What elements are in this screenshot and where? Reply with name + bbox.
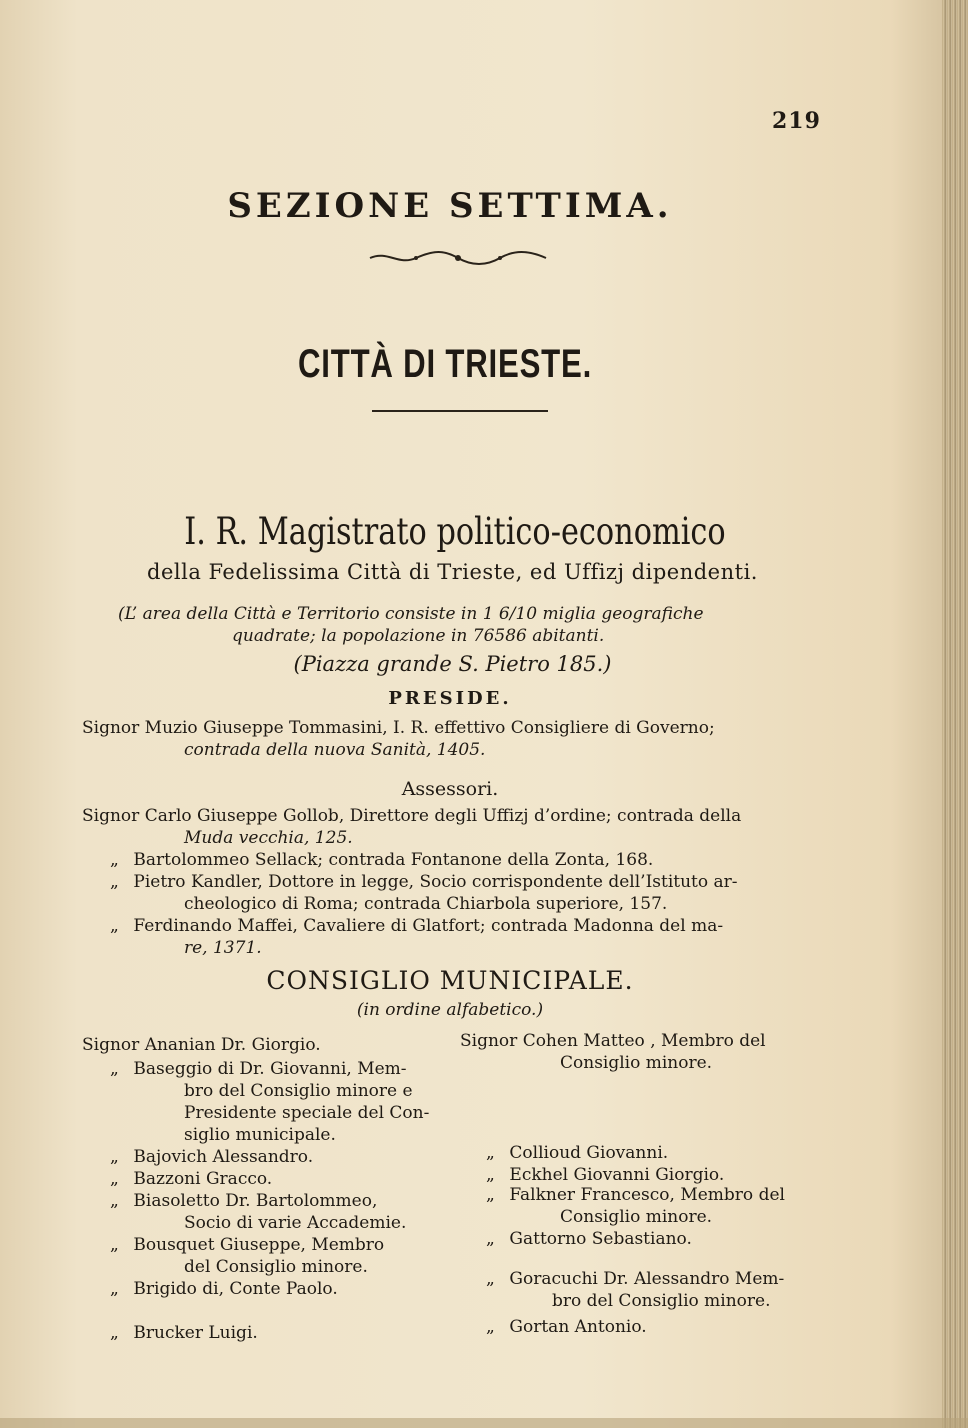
ditto-mark: „ (110, 1279, 119, 1299)
member-detail: del Consiglio minore. (184, 1257, 368, 1277)
ornament-divider-icon (368, 248, 548, 268)
ditto-mark: „ (110, 916, 119, 936)
member-entry (110, 1168, 272, 1191)
member-name: Baseggio di Dr. Giovanni, Mem- (133, 1059, 407, 1079)
member-detail: siglio municipale. (184, 1125, 336, 1145)
magistrato-title: I. R. Magistrato politico-economico (184, 510, 726, 553)
member-name: Eckhel Giovanni Giorgio. (509, 1165, 725, 1185)
ditto-mark: „ (486, 1165, 495, 1185)
page-edge-right (942, 0, 968, 1428)
member-entry (486, 1268, 784, 1291)
page-edge-bottom (0, 1418, 968, 1428)
member-entry (110, 1234, 384, 1257)
member-entry (486, 1142, 668, 1165)
member-entry (110, 1278, 338, 1301)
member-name: Ananian Dr. Giorgio. (144, 1035, 321, 1055)
member-entry (110, 1190, 377, 1213)
ditto-mark: „ (110, 1059, 119, 1079)
assessore-line (110, 916, 723, 936)
member-detail: Presidente speciale del Con- (184, 1103, 430, 1123)
assessore-line (184, 894, 667, 914)
ditto-mark: „ (486, 1229, 495, 1249)
member-entry (110, 1146, 313, 1169)
ditto-mark: „ (110, 1169, 119, 1189)
member-entry (486, 1184, 785, 1207)
member-name: Brucker Luigi. (133, 1323, 258, 1343)
ditto-mark: „ (110, 872, 119, 892)
line-prefix: Signor (82, 1035, 140, 1055)
member-name: Brigido di, Conte Paolo. (133, 1279, 338, 1299)
member-entry (486, 1228, 692, 1251)
assessore-text: Bartolommeo Sellack; contrada Fontanone della Zonta, 168. (133, 850, 654, 870)
city-title: CITTÀ DI TRIESTE. (297, 342, 593, 386)
ditto-mark: „ (486, 1185, 495, 1205)
member-entry (110, 1058, 407, 1081)
member-name: Gortan Antonio. (509, 1317, 647, 1337)
assessore-line (110, 872, 738, 892)
member-name: Bousquet Giuseppe, Membro (133, 1235, 385, 1255)
assessore-text: Muda vecchia, 125. (184, 828, 353, 848)
member-entry (110, 1322, 258, 1345)
ditto-mark: „ (110, 1235, 119, 1255)
preside-heading: PRESIDE. (388, 688, 512, 709)
page-number: 219 (772, 108, 821, 134)
member-detail: Consiglio minore. (560, 1053, 713, 1073)
member-entry (486, 1316, 647, 1339)
assessore-text: cheologico di Roma; contrada Chiarbola superiore, 157. (184, 894, 668, 914)
assessore-text: Carlo Giuseppe Gollob, Direttore degli Uffizj d’ordine; contrada della (144, 806, 742, 826)
member-detail: bro del Consiglio minore. (552, 1291, 771, 1311)
title-rule (372, 410, 548, 412)
assessore-line (184, 938, 262, 958)
member-detail: bro del Consiglio minore e (184, 1081, 413, 1101)
magistrato-address: (Piazza grande S. Pietro 185.) (293, 652, 612, 676)
member-name: Gattorno Sebastiano. (509, 1229, 692, 1249)
member-entry (460, 1030, 766, 1053)
member-name: Collioud Giovanni. (509, 1143, 669, 1163)
member-name: Goracuchi Dr. Alessandro Mem- (509, 1269, 785, 1289)
area-note-line-2: quadrate; la popolazione in 76586 abitanti. (232, 626, 605, 646)
preside-line-1: Signor Muzio Giuseppe Tommasini, I. R. effettivo Consigliere di Governo; (82, 718, 715, 738)
member-name: Bajovich Alessandro. (133, 1147, 314, 1167)
assessore-text: Ferdinando Maffei, Cavaliere di Glatfort; contrada Madonna del ma- (133, 916, 724, 936)
assessore-line (184, 828, 353, 848)
ditto-mark: „ (486, 1317, 495, 1337)
assessore-text: Pietro Kandler, Dottore in legge, Socio corrispondente dell’Istituto ar- (133, 872, 738, 892)
ditto-mark: „ (110, 1147, 119, 1167)
section-title: SEZIONE SETTIMA. (227, 186, 673, 226)
line-prefix: Signor (460, 1031, 518, 1051)
area-note-line-1: (L’ area della Città e Territorio consiste in 1 6/10 miglia geografiche (118, 604, 704, 624)
ditto-mark: „ (110, 850, 119, 870)
assessore-line (82, 806, 741, 826)
member-detail: Socio di varie Accademie. (184, 1213, 407, 1233)
ditto-mark: „ (110, 1323, 119, 1343)
consiglio-heading: CONSIGLIO MUNICIPALE. (266, 966, 634, 995)
consiglio-order-note: (in ordine alfabetico.) (356, 1000, 544, 1020)
assessore-text: re, 1371. (184, 938, 262, 958)
line-prefix: Signor (82, 806, 140, 826)
member-name: Biasoletto Dr. Bartolommeo, (133, 1191, 378, 1211)
member-name: Cohen Matteo , Membro del (522, 1031, 766, 1051)
magistrato-subtitle: della Fedelissima Città di Trieste, ed Uffizj dipendenti. (147, 560, 758, 584)
member-entry (82, 1034, 321, 1057)
member-name: Falkner Francesco, Membro del (509, 1185, 785, 1205)
preside-line-2: contrada della nuova Sanità, 1405. (184, 740, 486, 760)
ditto-mark: „ (486, 1143, 495, 1163)
member-detail: Consiglio minore. (560, 1207, 713, 1227)
ditto-mark: „ (110, 1191, 119, 1211)
assessore-line (110, 850, 653, 870)
member-name: Bazzoni Gracco. (133, 1169, 273, 1189)
ditto-mark: „ (486, 1269, 495, 1289)
assessori-heading: Assessori. (401, 778, 499, 800)
